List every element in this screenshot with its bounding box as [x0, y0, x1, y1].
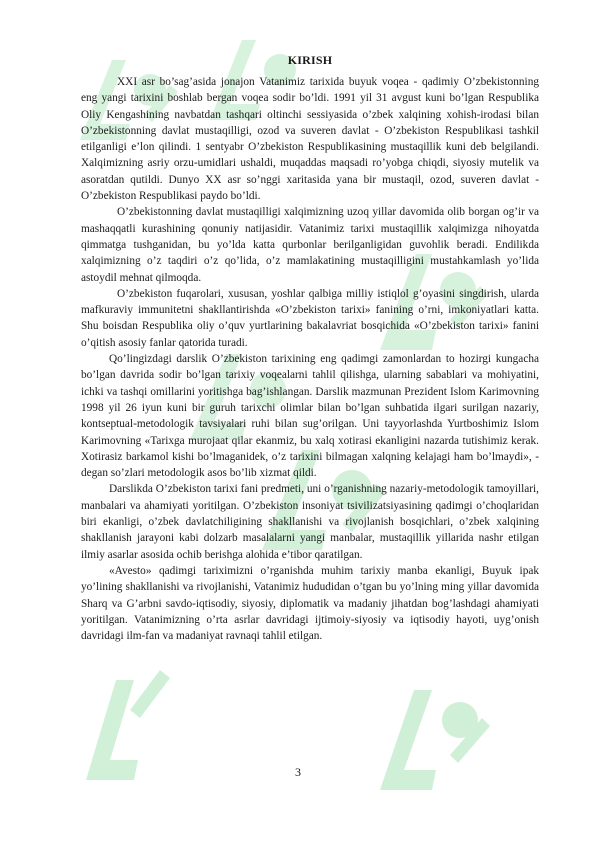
page-number: 3	[295, 765, 301, 779]
document-body	[81, 52, 539, 644]
paragraph: XXI asr bo’sag’asida jonajon Vatanimiz tarixida buyuk voqea - qadimiy O’zbekistonning eng yangi tarixini boshlab bergan voqea sodir bo’ldi. 1991 yil 31 avgust kuni bo’lgan Respublika Oliy Kengashining navbatdan tashqari oltinchi sessiyasida o’zbek xalqining xohish-irodasi bilan O’zbekistonning davlat mustaqilligi, ozod va suveren davlat - O’zbekiston Respublikasi tashkil etilganligi e’lon qilindi. 1 sentyabr O’zbekiston Respublikasining mustaqillik kuni deb belgilandi. Xalqimizning asriy orzu-umidlari ushaldi, muqaddas maqsadi ro’yobga chiqdi, siyosiy mutelik va asoratdan qutildi. Dunyo XX asr so’nggi xaritasida yana bir mustaqil, ozod, suveren davlat - O’zbekiston Respublikasi paydo bo’ldi.	[81, 76, 539, 203]
paragraph: O’zbekiston fuqarolari, xususan, yoshlar qalbiga milliy istiqlol g’oyasini singdirish, ularda mafkuraviy immunitetni shakllantirishda «O’zbekiston tarixi» fanining o’rni, imkoniyatlari katta. Shu boisdan Respublika oliy o’quv yurtlarining bakalavriat bosqichida «O’zbekiston tarixi» fanini o’qitish asosiy fanlar qatorida turadi.	[81, 287, 539, 349]
paragraph: «Avesto» qadimgi tariximizni o’rganishda muhim tarixiy manba ekanligi, Buyuk ipak yo’lining shakllanishi va rivojlanishi, Vatanimiz hududidan o’tgan bu yo’lning ming yillar davomida Sharq va G’arbni savdo-iqtisodiy, siyosiy, diplomatik va madaniy jihatdan bog’lashdagi ahamiyati yoritilgan. Vatanimizning o’rta asrlar davridagi ijtimoiy-siyosiy va iqtisodiy hayoti, uyg’onish davridagi ilm-fan va madaniyat ravnaqi tahlil etilgan.	[81, 564, 539, 643]
section-title: KIRISH	[287, 53, 333, 67]
paragraph: Qo’lingizdagi darslik O’zbekiston tarixining eng qadimgi zamonlardan to hozirgi kungacha bo’lgan davrida sodir bo’lgan tarixiy voqealarni tahlil qilishga, ularning sabablari va mohiyatini, ichki va tashqi omillarini yoritishga bag’ishlangan. Darslik mazmunan Prezident Islom Karimovning 1998 yil 26 iyun kuni bir guruh tarixchi olimlar bilan bo’lgan suhbatida ilgari surilgan nazariy, kontseptual-metodologik tavsiyalari ruhi bilan sug’orilgan. Uni tayyorlashda Yurtboshimiz Islom Karimovning «Tarixga murojaat qilar ekanmiz, bu xalq xotirasi ekanligini nazarda tutishimiz kerak. Xotirasiz barkamol kishi bo’lmaganidek, o’z tarixini bilmagan xalqning kelajagi ham bo’lmaydi», - degan so’zlari metodologik asos bo’lib xizmat qildi.	[81, 353, 539, 480]
paragraph: O’zbekistonning davlat mustaqilligi xalqimizning uzoq yillar davomida olib borgan og’ir va mashaqqatli kurashining qonuniy natijasidir. Vatanimiz tarixi mustaqillik xalqimizga nihoyatda qimmatga tushganidan, bu yo’lda katta qurbonlar berilganligidan guvohlik beradi. Endilikda xalqimizning o’z taqdiri o’z qo’lida, o’z mamlakatining mustaqilligini mustahkamlash yo’lida astoydil mehnat qilmoqda.	[81, 206, 539, 284]
paragraph: Darslikda O’zbekiston tarixi fani predmeti, uni o’rganishning nazariy-metodologik tamoyillari, manbalari va ahamiyati yoritilgan. O’zbekiston insoniyat tsivilizatsiyasining qadimgi o’choqlaridan biri ekanligi, o’zbek davlatchiligining shakllanishi va rivojlanish bosqichlari, o’zbek xalqining shakllanish jarayoni kabi dolzarb masalalarni yangi manbalar, mustaqillik yillarida nashr etilgan ilmiy asarlar asosida ochib berishga alohida e’tibor qaratilgan.	[81, 483, 539, 561]
